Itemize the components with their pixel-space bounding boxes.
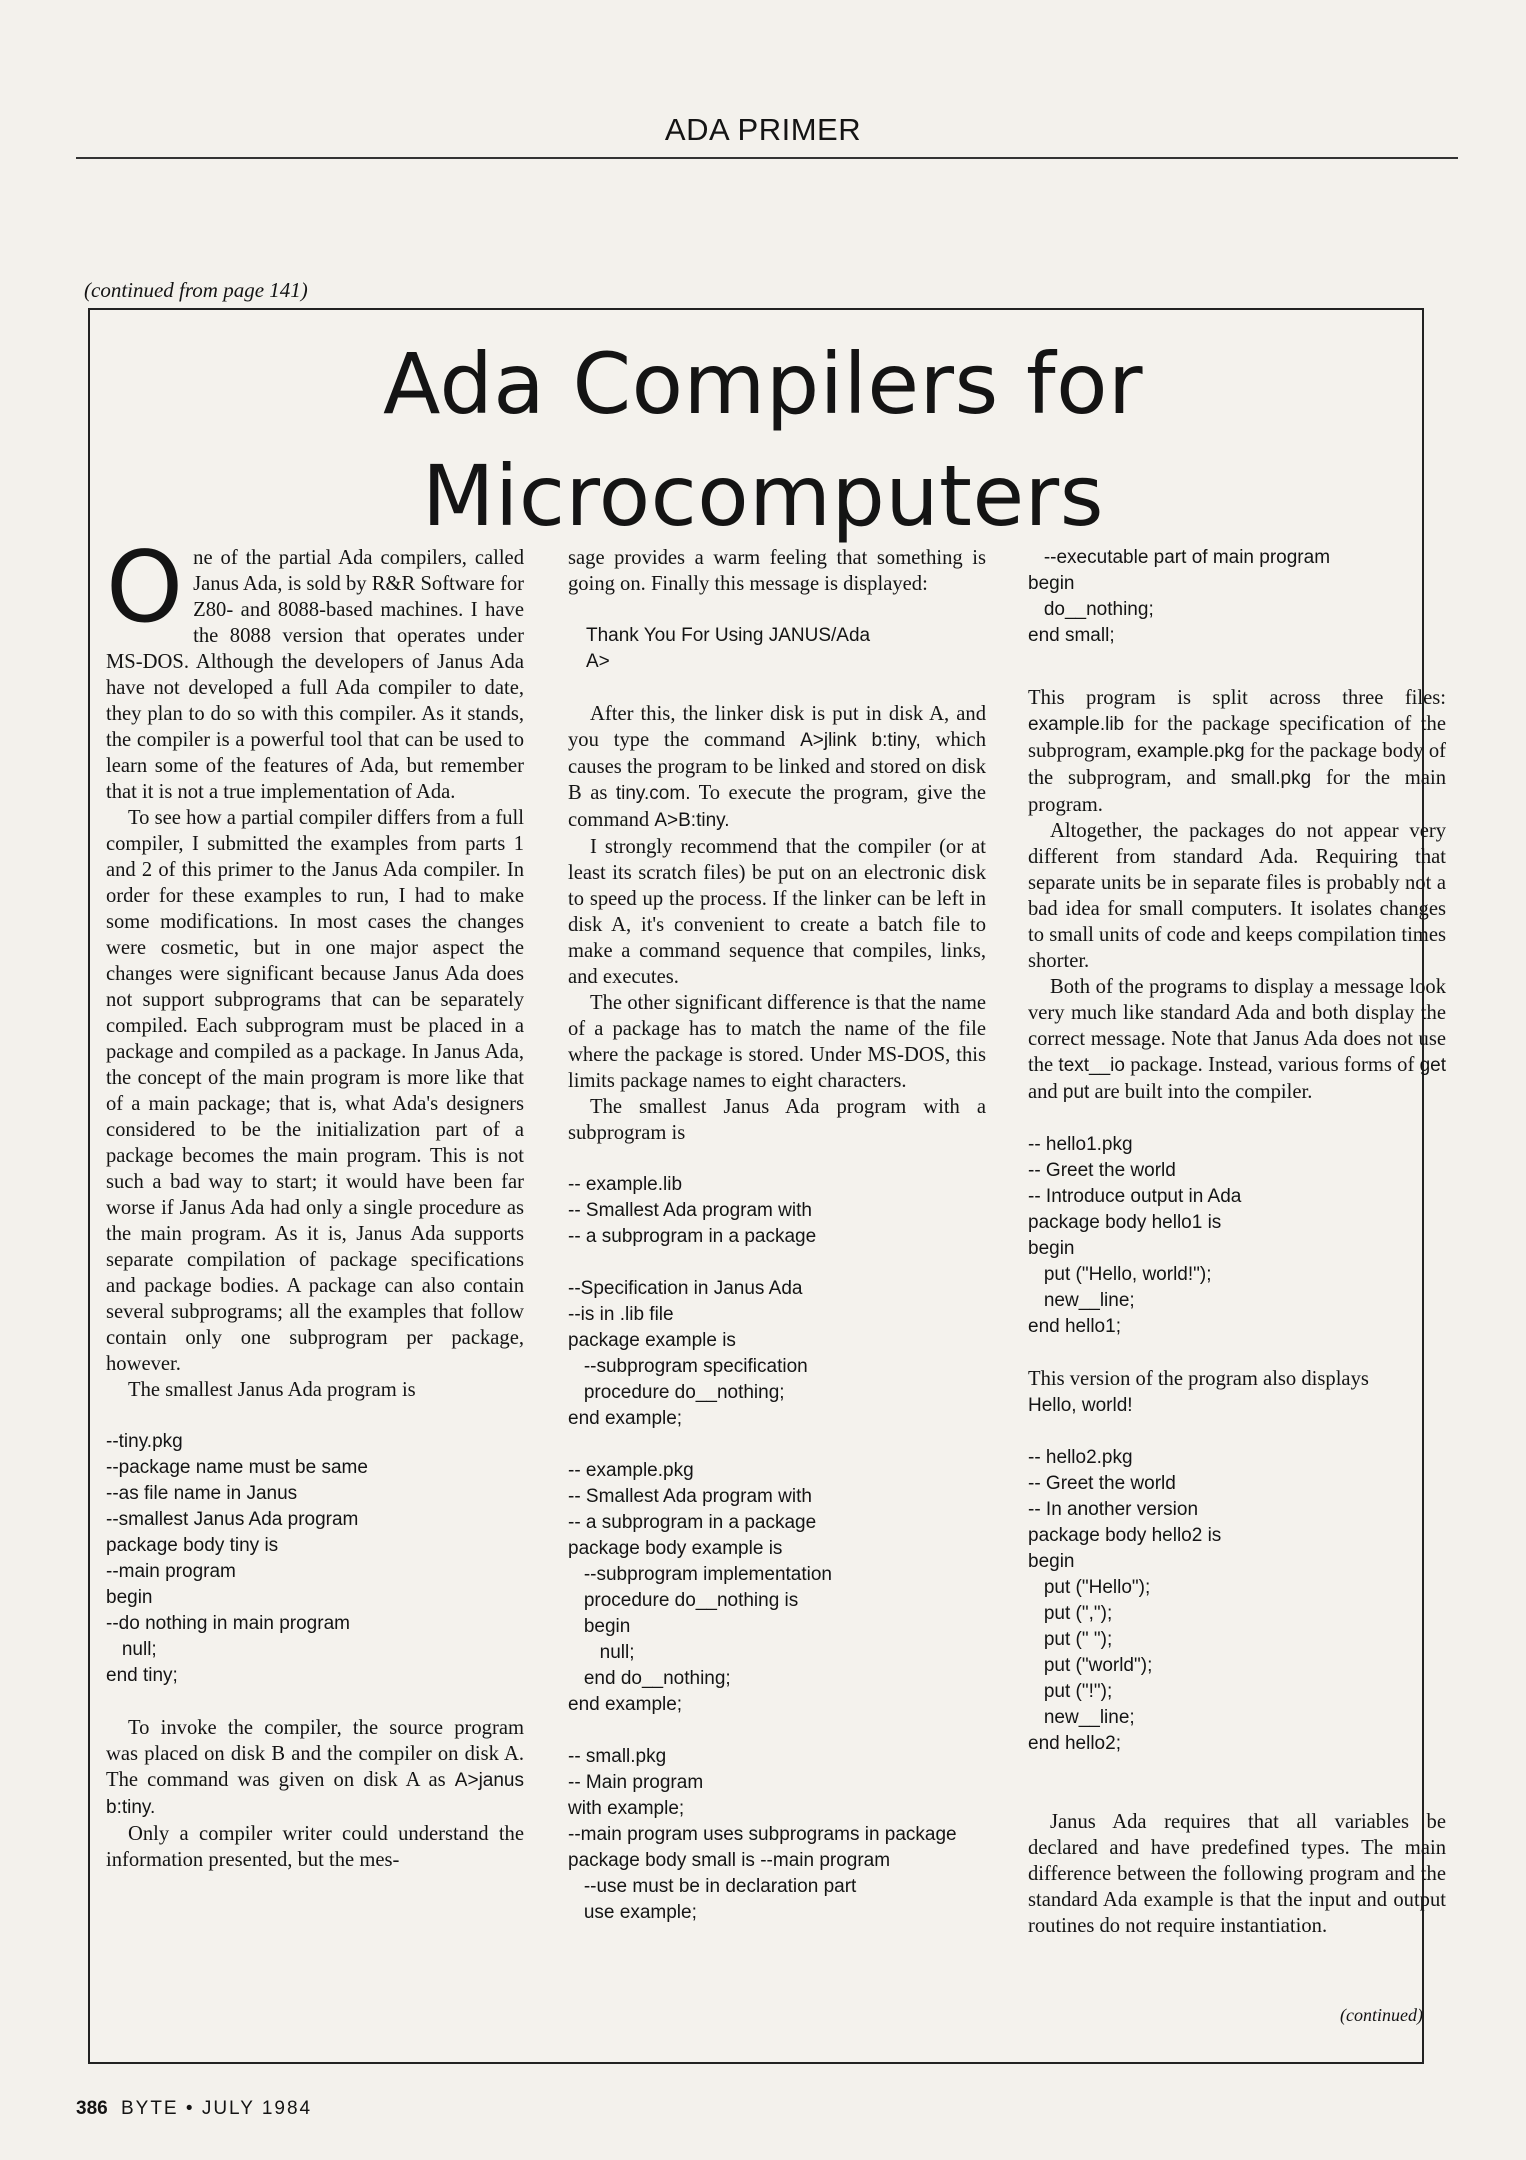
paragraph: The smallest Janus Ada program with a subprogram is: [568, 1096, 986, 1144]
paragraph: To see how a partial compiler differs from a full compiler, I submitted the examples from parts 1 and 2 of this primer to the Janus Ada compiler. In order for these examples to run, I had to make some modifications. In most cases the changes were cosmetic, but in one major aspect the changes were significant because Janus Ada does not support subprograms that can be separately compiled. Each subprogram must be placed in a package and compiled as a package. In Janus Ada, the concept of the main program is more like that of a main package; that is, what Ada's designers considered to be the initialization part of a package becomes the main program. This is not such a bad way to start; it would have been far worse if Janus Ada had only a single procedure as the main program. As it is, Janus Ada supports separate compilation of package specifications and package bodies. A package can also contain several subprograms; all the examples that follow contain only one subprogram per package, however.: [106, 807, 524, 1375]
code-line: begin: [1028, 1551, 1075, 1572]
paragraph-text: This version of the program also displays: [1028, 1368, 1369, 1390]
code-line: --do nothing in main program: [106, 1613, 350, 1634]
header-rule: [76, 157, 1458, 159]
command-text: tiny.com.: [615, 783, 691, 804]
code-line: --package name must be same: [106, 1457, 368, 1478]
code-line: begin: [1028, 573, 1075, 594]
code-line: with example;: [568, 1798, 685, 1819]
paragraph-text: To execute the program, give the command: [568, 782, 986, 831]
code-line: put ("world");: [1028, 1655, 1153, 1676]
paragraph-text: for the main program.: [1028, 767, 1446, 816]
code-line: do__nothing;: [1028, 599, 1154, 620]
code-line: end small;: [1028, 625, 1115, 646]
code-line: -- example.lib: [568, 1174, 683, 1195]
paragraph-text: which causes the program to be linked and stored on disk B as: [568, 729, 986, 804]
title-line-1: Ada Compilers for: [382, 335, 1144, 433]
file-name: example.lib: [1028, 714, 1125, 735]
code-line: --smallest Janus Ada program: [106, 1509, 359, 1530]
code-line: put ("Hello, world!");: [1028, 1264, 1212, 1285]
paragraph: The smallest Janus Ada program is: [128, 1379, 416, 1401]
code-line: null;: [568, 1642, 635, 1663]
code-line: new__line;: [1028, 1290, 1135, 1311]
code-listing-tiny: [106, 1429, 524, 1689]
program-message: [568, 623, 986, 675]
code-line: --Specification in Janus Ada: [568, 1278, 803, 1299]
continued-note: (continued): [1340, 2005, 1423, 2025]
output-text: Hello, world!: [1028, 1395, 1133, 1416]
paragraph-text: After this, the linker disk is put in disk A, and you type the command: [568, 703, 986, 751]
code-line: --subprogram specification: [568, 1356, 808, 1377]
code-listing-small-pkg: [568, 1744, 986, 1926]
drop-cap: O: [106, 531, 184, 645]
keyword: put: [1062, 1082, 1090, 1103]
code-line: put ("Hello");: [1028, 1577, 1151, 1598]
code-line: -- small.pkg: [568, 1746, 667, 1767]
page-number: 386: [76, 2098, 108, 2119]
code-listing-example-spec: [568, 1276, 986, 1432]
code-line: end hello1;: [1028, 1316, 1121, 1337]
paragraph: [1028, 974, 1446, 1106]
code-line: --is in .lib file: [568, 1304, 674, 1325]
code-line: A>: [586, 651, 610, 672]
title-line-2: Microcomputers: [422, 447, 1104, 545]
file-name: example.pkg: [1136, 741, 1245, 762]
code-line: package body hello2 is: [1028, 1525, 1222, 1546]
code-line: -- a subprogram in a package: [568, 1512, 817, 1533]
command-text: A>jlink b:tiny,: [800, 730, 921, 751]
code-listing-hello2: [1028, 1445, 1446, 1757]
column-1: [106, 531, 524, 1873]
code-line: --main program uses subprograms in package: [568, 1824, 957, 1845]
code-line: put (" ");: [1028, 1629, 1113, 1650]
article-title: [0, 328, 1526, 552]
magazine-name: BYTE: [120, 2098, 179, 2119]
code-line: -- Greet the world: [1028, 1473, 1176, 1494]
code-line: begin: [1028, 1238, 1075, 1259]
code-line: begin: [568, 1616, 631, 1637]
paragraph-text: Both of the programs to display a message look very much like standard Ada and both display the correct message. Note that Janus Ada does not use the: [1028, 976, 1446, 1076]
code-line: -- hello2.pkg: [1028, 1447, 1133, 1468]
command-text: A>janus b:tiny.: [106, 1770, 524, 1818]
code-line: end tiny;: [106, 1665, 178, 1686]
continued-from-note: (continued from page 141): [84, 278, 308, 302]
code-line: -- In another version: [1028, 1499, 1199, 1520]
code-line: --use must be in declaration part: [568, 1876, 857, 1897]
code-line: end do__nothing;: [568, 1668, 731, 1689]
code-line: begin: [106, 1587, 153, 1608]
paragraph-text: package. Instead, various forms of: [1124, 1054, 1420, 1076]
code-line: package body small is --main program: [568, 1850, 891, 1871]
paragraph: [106, 1715, 524, 1821]
paragraph-text: and: [1028, 1081, 1063, 1103]
page-footer: [76, 2098, 312, 2120]
column-3: [1028, 545, 1446, 1939]
code-line: put (",");: [1028, 1603, 1113, 1624]
paragraph: The other significant difference is that the name of a package has to match the name of the file where the package is stored. Under MS-DOS, this limits package names to eight characters.: [568, 992, 986, 1092]
code-line: --main program: [106, 1561, 236, 1582]
code-line: procedure do__nothing is: [568, 1590, 799, 1611]
code-line: use example;: [568, 1902, 697, 1923]
paragraph: Altogether, the packages do not appear very different from standard Ada. Requiring that separate units be in separate files is probably not a bad idea for small computers. It isolates changes to small units of code and keeps compilation times shorter.: [1028, 820, 1446, 972]
paragraph: [568, 701, 986, 834]
code-line: -- a subprogram in a package: [568, 1226, 817, 1247]
code-line: -- Smallest Ada program with: [568, 1486, 812, 1507]
column-2: [568, 545, 986, 1926]
code-line: package body example is: [568, 1538, 783, 1559]
paragraph: [1028, 1366, 1446, 1419]
paragraph: sage provides a warm feeling that something is going on. Finally this message is displayed:: [568, 547, 986, 595]
paragraph-text: are built into the compiler.: [1089, 1081, 1313, 1103]
code-line: -- Introduce output in Ada: [1028, 1186, 1242, 1207]
code-line: package body tiny is: [106, 1535, 279, 1556]
paragraph: Only a compiler writer could understand the information presented, but the mes-: [106, 1823, 524, 1871]
section-header: ADA PRIMER: [664, 112, 862, 147]
keyword: get: [1419, 1055, 1446, 1076]
code-listing-example-pkg: [568, 1458, 986, 1718]
code-line: --subprogram implementation: [568, 1564, 832, 1585]
code-line: -- hello1.pkg: [1028, 1134, 1133, 1155]
code-line: -- Smallest Ada program with: [568, 1200, 812, 1221]
issue-date: JULY 1984: [201, 2098, 313, 2119]
file-name: small.pkg: [1230, 768, 1312, 789]
code-line: Thank You For Using JANUS/Ada: [586, 625, 871, 646]
paragraph-text: for the package body of the subprogram, and: [1028, 740, 1447, 789]
paragraph-text: To invoke the compiler, the source program was placed on disk B and the compiler on disk A. The command was given on disk A as: [106, 1717, 524, 1791]
paragraph: [1028, 685, 1446, 818]
code-listing-hello1: [1028, 1132, 1446, 1340]
command-text: A>B:tiny.: [654, 810, 730, 831]
code-listing-small-continued: [1028, 545, 1446, 649]
code-line: --as file name in Janus: [106, 1483, 298, 1504]
code-listing-example-lib-header: [568, 1172, 986, 1250]
code-line: new__line;: [1028, 1707, 1135, 1728]
code-line: end example;: [568, 1408, 683, 1429]
code-line: --tiny.pkg: [106, 1431, 183, 1452]
keyword: text__io: [1058, 1055, 1125, 1076]
paragraph: I strongly recommend that the compiler (or at least its scratch files) be put on an electronic disk to speed up the process. If the linker can be left in disk A, it's convenient to create a batch file to make a command sequence that compiles, links, and executes.: [568, 836, 986, 988]
code-line: -- Greet the world: [1028, 1160, 1176, 1181]
code-line: package example is: [568, 1330, 736, 1351]
code-line: end example;: [568, 1694, 683, 1715]
code-line: --executable part of main program: [1028, 547, 1331, 568]
paragraph-text: for the package specification of the subprogram,: [1028, 713, 1446, 762]
code-line: -- example.pkg: [568, 1460, 694, 1481]
code-line: end hello2;: [1028, 1733, 1121, 1754]
paragraph: Janus Ada requires that all variables be declared and have predefined types. The main difference between the following program and the standard Ada example is that the input and output routines do not require instantiation.: [1028, 1811, 1446, 1937]
code-line: null;: [106, 1639, 157, 1660]
footer-separator: •: [185, 2098, 195, 2119]
paragraph: [106, 531, 524, 805]
code-line: put ("!");: [1028, 1681, 1113, 1702]
code-line: -- Main program: [568, 1772, 704, 1793]
code-line: procedure do__nothing;: [568, 1382, 785, 1403]
paragraph-text: This program is split across three files:: [1028, 687, 1446, 709]
code-line: package body hello1 is: [1028, 1212, 1222, 1233]
paragraph-text: ne of the partial Ada compilers, called Janus Ada, is sold by R&R Software for Z80- and 8088-based machines. I have the 8088 version that operates under MS-DOS. Although the developers of Janus Ada have not developed a full Ada compiler to date, they plan to do so with this compiler. As it stands, the compiler is a powerful tool that can be used to learn some of the features of Ada, but remember that it is not a true implementation of Ada.: [106, 547, 524, 803]
